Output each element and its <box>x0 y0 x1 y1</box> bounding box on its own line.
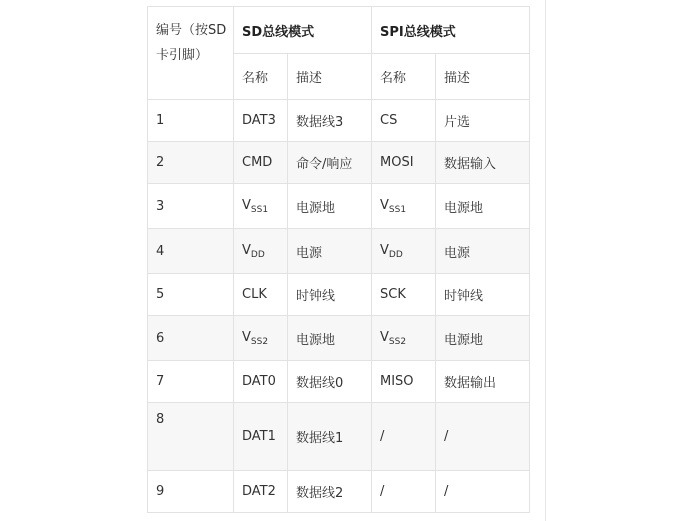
sd-pin-name <box>234 316 288 361</box>
sd-name-header: 名称 <box>234 54 288 100</box>
spi-pin-desc: / <box>436 403 530 471</box>
spi-pin-name <box>372 184 436 229</box>
pin-number: 9 <box>148 471 234 513</box>
sd-pin-name: CMD <box>234 142 288 184</box>
spi-pin-name <box>372 316 436 361</box>
sd-pin-name-main: V <box>242 197 251 213</box>
spi-pin-name: CS <box>372 100 436 142</box>
spi-pin-desc: 数据输入 <box>436 142 530 184</box>
spi-pin-name-main: V <box>380 197 389 213</box>
sd-pin-desc: 电源地 <box>288 316 372 361</box>
pin-number: 2 <box>148 142 234 184</box>
table-row <box>148 229 530 274</box>
spi-pin-name-main: V <box>380 242 389 258</box>
spi-pin-desc: / <box>436 471 530 513</box>
table-row <box>148 361 530 403</box>
pin-number: 4 <box>148 229 234 274</box>
sd-pin-name-sub: DD <box>250 249 265 260</box>
page-divider <box>545 0 546 521</box>
table-row <box>148 316 530 361</box>
sd-pin-desc: 命令/响应 <box>288 142 372 184</box>
pin-number: 5 <box>148 274 234 316</box>
sd-pin-desc: 数据线1 <box>288 403 372 471</box>
pin-number-header: 编号（按SD卡引脚） <box>148 7 234 100</box>
sd-pin-desc: 电源 <box>288 229 372 274</box>
sd-pin-desc: 数据线0 <box>288 361 372 403</box>
spi-pin-desc: 片选 <box>436 100 530 142</box>
sd-pin-name-sub: SS1 <box>250 204 269 215</box>
table-row <box>148 100 530 142</box>
spi-pin-name-sub: SS2 <box>388 336 407 347</box>
spi-pin-name: / <box>372 471 436 513</box>
sd-pin-name-main: V <box>242 242 251 258</box>
sd-pin-name: DAT2 <box>234 471 288 513</box>
spi-pin-desc: 电源地 <box>436 316 530 361</box>
table-row <box>148 403 530 471</box>
spi-pin-desc: 电源 <box>436 229 530 274</box>
spi-pin-name: / <box>372 403 436 471</box>
sd-pin-table <box>147 6 530 513</box>
pin-number: 7 <box>148 361 234 403</box>
spi-pin-name: MISO <box>372 361 436 403</box>
sd-pin-desc: 数据线2 <box>288 471 372 513</box>
sd-pin-name: CLK <box>234 274 288 316</box>
pin-number: 3 <box>148 184 234 229</box>
sd-pin-name-sub: SS2 <box>250 336 269 347</box>
pin-number: 1 <box>148 100 234 142</box>
sd-pin-name <box>234 184 288 229</box>
table-row <box>148 184 530 229</box>
sd-pin-desc: 电源地 <box>288 184 372 229</box>
spi-pin-name-main: V <box>380 329 389 345</box>
spi-pin-desc: 时钟线 <box>436 274 530 316</box>
sd-pin-name-main: V <box>242 329 251 345</box>
spi-pin-name-sub: SS1 <box>388 204 407 215</box>
sd-mode-header: SD总线模式 <box>234 7 372 54</box>
spi-pin-name <box>372 229 436 274</box>
pin-number: 8 <box>148 403 234 471</box>
table-row <box>148 274 530 316</box>
spi-mode-header: SPI总线模式 <box>372 7 530 54</box>
spi-pin-desc: 数据输出 <box>436 361 530 403</box>
sd-pin-name <box>234 229 288 274</box>
spi-pin-name: MOSI <box>372 142 436 184</box>
sd-pin-name: DAT0 <box>234 361 288 403</box>
sd-pin-desc: 数据线3 <box>288 100 372 142</box>
spi-pin-name: SCK <box>372 274 436 316</box>
spi-desc-header: 描述 <box>436 54 530 100</box>
table-row <box>148 471 530 513</box>
spi-name-header: 名称 <box>372 54 436 100</box>
sd-pin-desc: 时钟线 <box>288 274 372 316</box>
table-header-row <box>148 7 530 54</box>
spi-pin-name-sub: DD <box>388 249 403 260</box>
sd-pin-name: DAT3 <box>234 100 288 142</box>
pin-number: 6 <box>148 316 234 361</box>
spi-pin-desc: 电源地 <box>436 184 530 229</box>
sd-desc-header: 描述 <box>288 54 372 100</box>
table-row <box>148 142 530 184</box>
sd-pin-name: DAT1 <box>234 403 288 471</box>
